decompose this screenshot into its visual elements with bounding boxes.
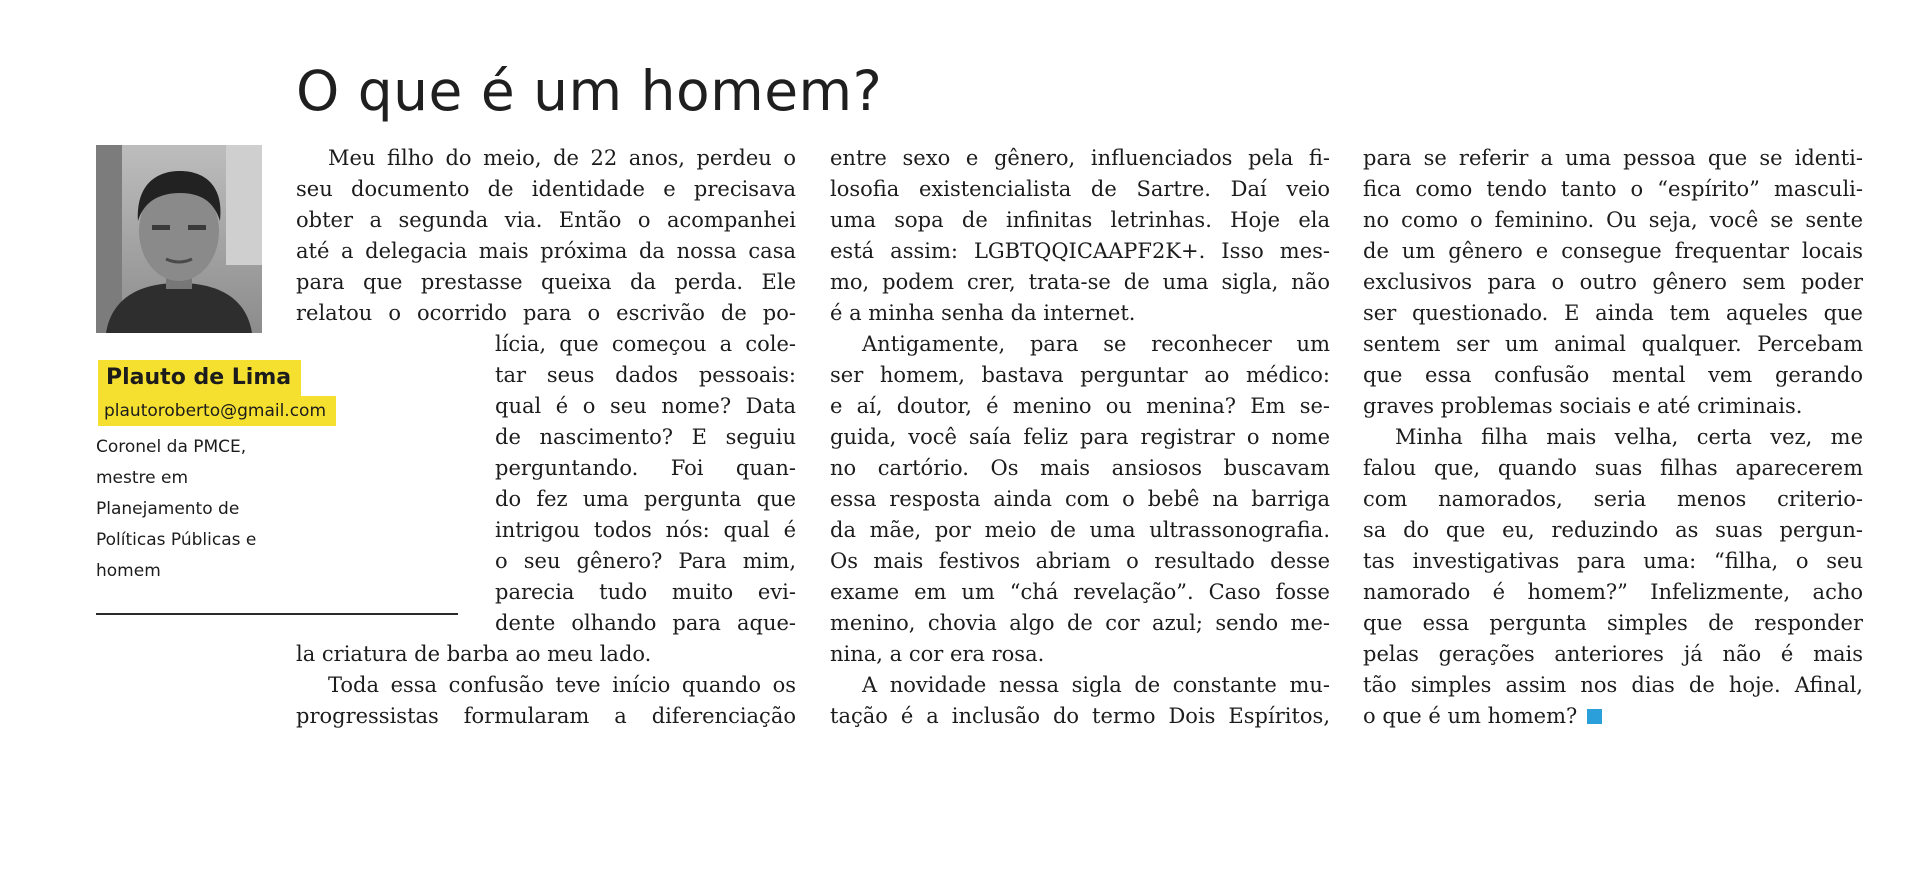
text-line: exclusivos para o outro gênero sem poder	[1363, 270, 1863, 294]
author-bio-line: Planejamento de	[96, 499, 240, 519]
text-line: dente olhando para aque-	[495, 611, 796, 635]
text-line: para se referir a uma pessoa que se identi-	[1363, 146, 1863, 170]
text-line: entre sexo e gênero, influenciados pela fi-	[830, 146, 1330, 170]
text-line: perguntando. Foi quan-	[495, 456, 796, 480]
article-headline: O que é um homem?	[296, 59, 883, 123]
text-line: falou que, quando suas filhas aparecerem	[1363, 456, 1863, 480]
text-line: lícia, que começou a cole-	[495, 332, 796, 356]
text-line: Antigamente, para se reconhecer um	[862, 332, 1330, 356]
text-line: Meu filho do meio, de 22 anos, perdeu o	[328, 146, 796, 170]
article-end-square-icon	[1587, 709, 1602, 724]
text-line: Minha filha mais velha, certa vez, me	[1395, 425, 1863, 449]
author-bio-line: Coronel da PMCE,	[96, 437, 247, 457]
text-line: intrigou todos nós: qual é	[495, 518, 796, 542]
text-line: exame em um “chá revelação”. Caso fosse	[830, 580, 1330, 604]
text-line: losofia existencialista de Sartre. Daí veio	[830, 177, 1330, 201]
text-line: que essa pergunta simples de responder	[1363, 611, 1863, 635]
text-line: mo, podem crer, trata-se de uma sigla, não	[830, 270, 1330, 294]
text-line: de nascimento? E seguiu	[495, 425, 796, 449]
author-bio-line: homem	[96, 561, 161, 581]
text-line: namorado é homem?” Infelizmente, acho	[1363, 580, 1863, 604]
author-bio-line: mestre em	[96, 468, 189, 488]
text-line: para que prestasse queixa da perda. Ele	[296, 270, 796, 294]
article-column-1	[296, 143, 796, 732]
text-line: está assim: LGBTQQICAAPF2K+. Isso mes-	[830, 239, 1330, 263]
author-name: Plauto de Lima	[98, 360, 301, 396]
text-line: com namorados, seria menos criterio-	[1363, 487, 1863, 511]
text-line: tão simples assim nos dias de hoje. Afinal,	[1363, 673, 1863, 697]
text-line: tação é a inclusão do termo Dois Espíritos,	[830, 704, 1330, 728]
text-line: progressistas formularam a diferenciação	[296, 704, 796, 728]
author-email[interactable]: plautoroberto@gmail.com	[98, 396, 336, 426]
article-column-3	[1363, 143, 1863, 732]
text-line: uma sopa de infinitas letrinhas. Hoje ela	[830, 208, 1330, 232]
text-line-final-text: o que é um homem?	[1363, 704, 1578, 728]
text-line: relatou o ocorrido para o escrivão de po-	[296, 301, 796, 325]
text-line: obter a segunda via. Então o acompanhei	[296, 208, 796, 232]
text-line: Os mais festivos abriam o resultado desse	[830, 549, 1330, 573]
text-line: menino, chovia algo de cor azul; sendo me-	[830, 611, 1330, 635]
article-column-2	[830, 143, 1330, 732]
text-line: parecia tudo muito evi-	[495, 580, 796, 604]
text-line: de um gênero e consegue frequentar locais	[1363, 239, 1863, 263]
author-bio	[96, 432, 256, 587]
text-line: tar seus dados pessoais:	[495, 363, 796, 387]
text-line: qual é o seu nome? Data	[495, 394, 796, 418]
text-line: da mãe, por meio de uma ultrassonografia.	[830, 518, 1330, 542]
text-line: graves problemas sociais e até criminais.	[1363, 394, 1803, 418]
text-line: pelas gerações anteriores já não é mais	[1363, 642, 1863, 666]
text-line: e aí, doutor, é menino ou menina? Em se-	[830, 394, 1330, 418]
text-line: que essa confusão mental vem gerando	[1363, 363, 1863, 387]
text-line: Toda essa confusão teve início quando os	[328, 673, 796, 697]
text-line: do fez uma pergunta que	[495, 487, 796, 511]
text-line: la criatura de barba ao meu lado.	[296, 642, 652, 666]
text-line: seu documento de identidade e precisava	[296, 177, 796, 201]
text-line: até a delegacia mais próxima da nossa casa	[296, 239, 796, 263]
text-line: ser homem, bastava perguntar ao médico:	[830, 363, 1330, 387]
text-line: nina, a cor era rosa.	[830, 642, 1045, 666]
text-line: essa resposta ainda com o bebê na barriga	[830, 487, 1330, 511]
text-line: no como o feminino. Ou seja, você se sente	[1363, 208, 1863, 232]
text-line: ser questionado. E ainda tem aqueles que	[1363, 301, 1863, 325]
text-line-final	[1363, 701, 1863, 732]
text-line: o seu gênero? Para mim,	[495, 549, 796, 573]
text-line: fica como tendo tanto o “espírito” masculi-	[1363, 177, 1863, 201]
author-bio-line: Políticas Públicas e	[96, 530, 257, 550]
text-line: no cartório. Os mais ansiosos buscavam	[830, 456, 1330, 480]
text-line: A novidade nessa sigla de constante mu-	[862, 673, 1330, 697]
author-portrait-image	[96, 145, 262, 333]
text-line: sa do que eu, reduzindo as suas pergun-	[1363, 518, 1863, 542]
text-line: é a minha senha da internet.	[830, 301, 1136, 325]
text-line: sentem ser um animal qualquer. Percebam	[1363, 332, 1863, 356]
author-photo	[96, 145, 262, 333]
text-line: tas investigativas para uma: “filha, o seu	[1363, 549, 1863, 573]
text-line: guida, você saía feliz para registrar o nome	[830, 425, 1330, 449]
